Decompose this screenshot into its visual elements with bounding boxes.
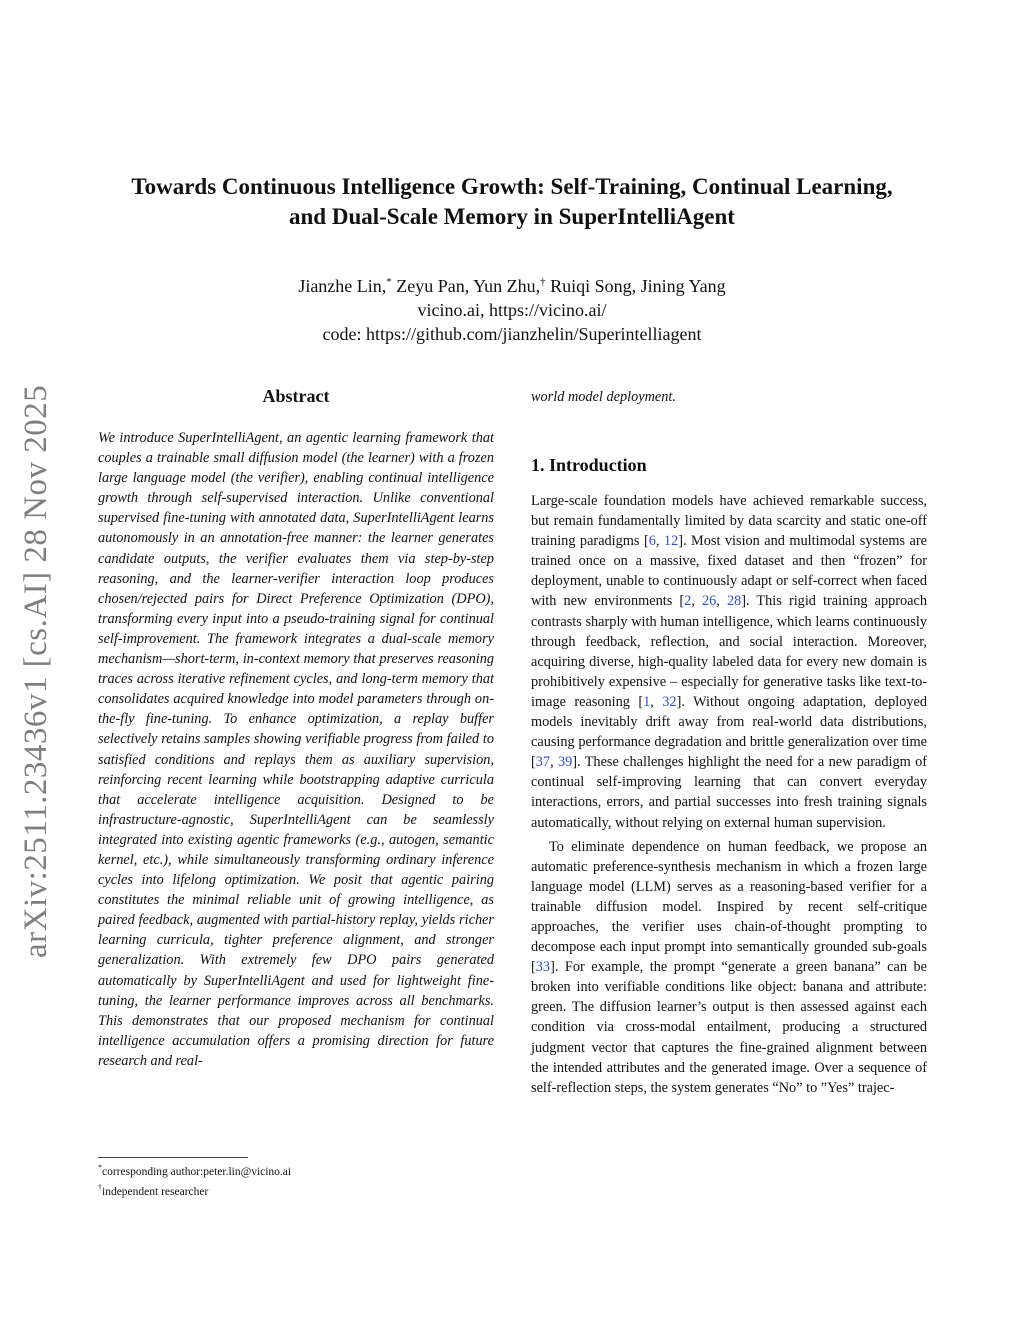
footnote-corresponding: *corresponding author:peter.lin@vicino.ai (98, 1163, 292, 1178)
abstract-body: We introduce SuperIntelliAgent, an agentic learning framework that couples a trainable small diffusion model (the learner) with a frozen large language model (the verifier), enabling continual intelligence growth through self-supervised interaction. Unlike conventional supervised fine-tuning with annotated data, SuperIntelliAgent learns autonomously in an annotation-free manner: the learner generates candidate outputs, the verifier evaluates them via step-by-step reasoning, and the learner-verifier interaction loop produces chosen/rejected pairs for Direct Preference Optimization (DPO), transforming every input into a pseudo-training signal for continual self-improvement. The framework integrates a dual-scale memory mechanism—short-term, in-context memory that preserves reasoning traces across iterative refinement cycles, and long-term memory that consolidates acquired knowledge into model parameters through on-the-fly fine-tuning. To enhance optimization, a replay buffer selectively retains samples showing verifiable progress from failed to satisfied conditions and replays them as auxiliary supervision, reinforcing recent learning while bootstrapping adaptive curricula that accelerate intelligence acquisition. Designed to be infrastructure-agnostic, SuperIntelliAgent can be seamlessly integrated into existing agentic frameworks (e.g., autogen, semantic kernel, etc.), while simultaneously transforming ordinary inference cycles into lifelong optimization. We posit that agentic pairing constitutes the minimal reliable unit of growing intelligence, as paired feedback, augmented with partial-history replay, yields richer learning curricula, tighter preference alignment, and stronger generalization. With extremely few DPO pairs generated automatically by SuperIntelliAgent and used for lightweight fine-tuning, the learner performance improves across all benchmarks. This demonstrates that our proposed mechanism for continual intelligence accumulation offers a promising direction for future research and real- (98, 430, 494, 1069)
author-2: Zeyu Pan, Yun Zhu, (391, 276, 541, 296)
author-3: Ruiqi Song, Jining Yang (545, 276, 726, 296)
intro-paragraph-2: To eliminate dependence on human feedback, we propose an automatic preference-synthesis mechanism in which a frozen large language model (LLM) serves as a reasoning-based verifier for a trainable diffusion model. Inspired by recent self-critique approaches, the verifier uses chain-of-thought prompting to decompose each input prompt into semantically grounded sub-goals [33]. For example, the prompt “generate a green banana” can be broken into verifiable conditions like object: banana and attribute: green. The diffusion learner’s output is then assessed against each condition via cross-modal entailment, producing a structured judgment vector that captures the fine-grained alignment between the intended attributes and the generated image. Over a sequence of self-reflection steps, the system generates “No” to ”Yes” trajec- (531, 838, 927, 1096)
author-1: Jianzhe Lin, (298, 276, 387, 296)
footnote-independent: †independent researcher (98, 1182, 209, 1198)
code-link: code: https://github.com/jianzhelin/Superintelliagent (322, 324, 702, 344)
citation-link[interactable]: 1 (643, 693, 651, 710)
citation-link[interactable]: 2 (684, 593, 692, 610)
paper-title (80, 172, 944, 232)
citation-link[interactable]: 28 (726, 593, 742, 610)
independent-mark: † (540, 276, 546, 288)
author-block (80, 270, 944, 346)
citation-link[interactable]: 33 (535, 959, 551, 976)
intro-paragraph-1: Large-scale foundation models have achieved remarkable success, but remain fundamentally limited by data scarcity and static one-off training paradigms [6, 12]. Most vision and multimodal systems are trained once on a massive, fixed dataset and then “frozen” for deployment, unable to continuously adapt or self-correct when faced with new environments [2, 26, 28]. This rigid training approach contrasts sharply with human intelligence, which learns continuously through feedback, reflection, and social interaction. Moreover, acquiring diverse, high-quality labeled data for every new domain is prohibitively expensive – especially for generative tasks like text-to-image reasoning [1, 32]. Without ongoing adaptation, deployed models inevitably drift away from real-world data distributions, causing performance degradation and brittle generalization over time [37, 39]. These challenges highlight the need for a new paradigm of continual self-improving learning that can convert everyday interactions, errors, and partial successes into fresh training signals automatically, without relying on external human supervision. (531, 493, 928, 831)
introduction-heading: 1. Introduction (531, 455, 647, 475)
abstract-heading: Abstract (262, 386, 330, 406)
citation-link[interactable]: 12 (663, 533, 679, 550)
citation-link[interactable]: 32 (662, 693, 677, 710)
citation-link[interactable]: 39 (557, 754, 573, 771)
affiliation: vicino.ai, https://vicino.ai/ (417, 300, 607, 320)
citation-link[interactable]: 6 (648, 533, 656, 550)
arxiv-identifier: arXiv:2511.23436v1 [cs.AI] 28 Nov 2025 (18, 384, 54, 958)
introduction-body (531, 491, 927, 1098)
footnote-rule (98, 1157, 248, 1158)
citation-link[interactable]: 37 (535, 754, 551, 771)
footnotes (98, 1160, 494, 1200)
title-line-2: and Dual-Scale Memory in SuperIntelliAgent (289, 204, 735, 229)
abstract-continuation: world model deployment. (531, 389, 676, 405)
author-list (80, 270, 944, 298)
title-line-1: Towards Continuous Intelligence Growth: Self-Training, Continual Learning, (131, 174, 893, 199)
citation-link[interactable]: 26 (701, 593, 717, 610)
corresponding-mark: * (386, 276, 392, 288)
